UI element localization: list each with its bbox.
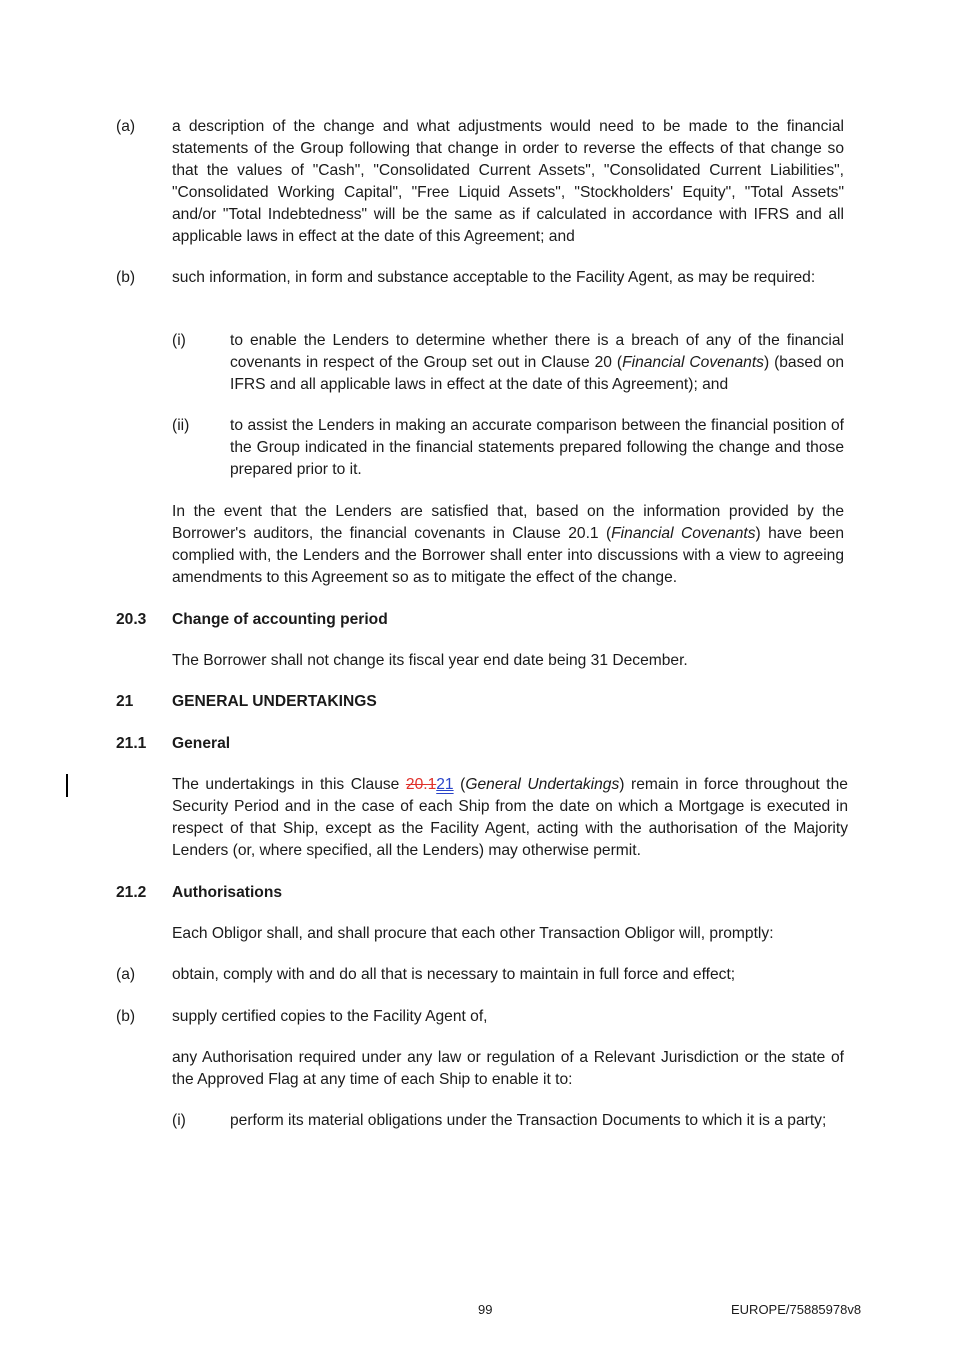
auth-sub-i-text: perform its material obligations under the Transaction Documents to which it is a party; [230,1112,827,1129]
section-21-1-title: General [172,735,231,752]
sub-i-text: to enable the Lenders to determine whether there is a breach of any of the financial covenants in respect of the Group set out in Clause 20 (Financial Covenants) (based on IFRS and all applicable laws in effect at the date of this Agreement); and [230,332,845,393]
sub-ii-label: (ii) [172,417,190,434]
auth-sub-i-label: (i) [172,1112,186,1129]
section-20-3-title: Change of accounting period [172,611,388,628]
section-21-number: 21 [116,693,134,710]
document-reference: EUROPE/75885978v8 [731,1302,862,1317]
section-20-3-number: 20.3 [116,611,147,628]
section-21-2-intro: Each Obligor shall, and shall procure that each other Transaction Obligor will, promptly: [172,925,774,942]
item-b-label: (b) [116,1008,136,1025]
section-20-3-text: The Borrower shall not change its fiscal year end date being 31 December. [172,652,688,669]
item-a-label: (a) [116,966,136,983]
paragraph-b-text: such information, in form and substance acceptable to the Facility Agent, as may be required: [172,269,816,286]
any-authorisation-text: any Authorisation required under any law or regulation of a Relevant Jurisdiction or the state of the Approved Flag at any time of each Ship to enable it to: [172,1049,844,1088]
paragraph-a-label: (a) [116,118,136,135]
sub-ii-text: to assist the Lenders in making an accurate comparison between the financial position of the Group indicated in the financial statements prepared following the change and those prepared prior to it. [230,417,844,478]
event-paragraph: In the event that the Lenders are satisfied that, based on the information provided by the Borrower's auditors, the financial covenants in Clause 20.1 (Financial Covenants) have been complied with, the Lenders and the Borrower shall enter into discussions with a view to agreeing amendments to this Agreement so as to mitigate the effect of the change. [172,503,844,586]
section-21-2-number: 21.2 [116,884,147,901]
page-number: 99 [478,1302,493,1317]
item-a-text: obtain, comply with and do all that is necessary to maintain in full force and effect; [172,966,736,983]
section-21-title: GENERAL UNDERTAKINGS [172,693,377,710]
item-b-text: supply certified copies to the Facility Agent of, [172,1008,488,1025]
paragraph-b-label: (b) [116,269,136,286]
inserted-text: 21 [436,776,454,793]
revision-change-bar [66,774,68,797]
section-21-1-number: 21.1 [116,735,147,752]
deleted-text: 20.1 [405,776,437,793]
paragraph-a-text: a description of the change and what adjustments would need to be made to the financial statements of the Group following that change in order to reverse the effects of that change so that the values of "Cash", "Consolidated Current Assets", "Consolidated Current Liabilities", "Consolidated Working Capital", "Free Liquid Assets", "Stockholders' Equity", "Total Assets" and/or "Total Indebtedness" will be the same as if calculated in accordance with IFRS and all applicable laws in effect at the date of this Agreement; and [172,118,844,245]
section-21-2-title: Authorisations [172,884,283,901]
sub-i-label: (i) [172,332,186,349]
section-21-1-text: The undertakings in this Clause 20.121 (General Undertakings) remain in force throughout the Security Period and in the case of each Ship from the date on which a Mortgage is executed in respect of that Ship, except as the Facility Agent, acting with the authorisation of the Majority Lenders (or, where specified, all the Lenders) may otherwise permit. [172,776,848,859]
